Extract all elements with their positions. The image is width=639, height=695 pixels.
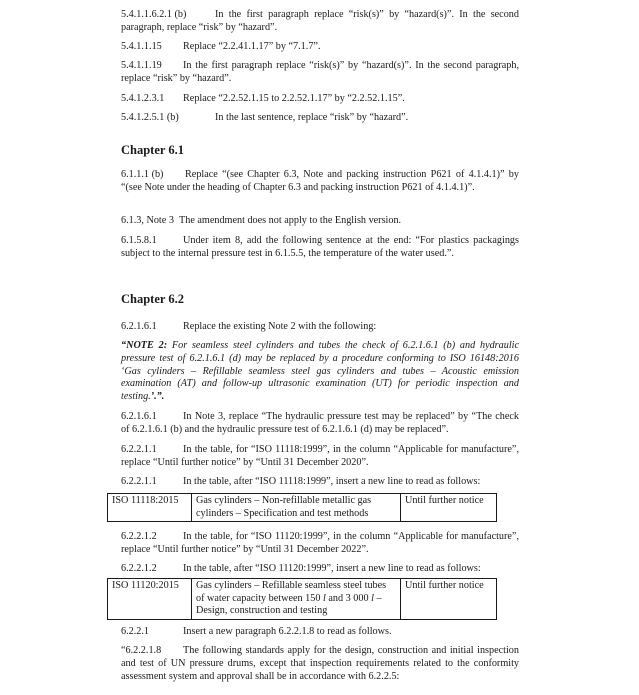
para-text: The amendment does not apply to the English version. [179,215,402,226]
para-text: The following standards apply for the design, construction and initial inspection and test of UN pressure drums, except that inspection requirements related to the conformity assessment system and approval shall be in accordance with 6.2.2.5: [121,645,519,682]
amendment-para [121,41,519,54]
std-cell: ISO 11120:2015 [108,579,192,620]
title-cell: Gas cylinders – Non-refillable metallic gas cylinders – Specification and test methods [192,494,401,522]
amendment-para [121,60,519,86]
para-ref: 6.2.2.1.2 [121,563,157,574]
amendment-para [121,93,519,106]
para-ref: 6.2.1.6.1 [121,411,157,422]
title-part: Gas cylinders – Refillable seamless steel tubes of water capacity between 150 [196,580,387,604]
amendment-para [121,563,519,576]
insert-table-2 [107,578,497,620]
amendment-para [121,9,519,35]
title-part: – Design, construction and testing [196,592,382,617]
std-cell: ISO 11118:2015 [108,494,192,522]
chapter-6-1-heading: Chapter 6.1 [121,143,184,157]
para-text: In the last sentence, replace “risk” by “hazard”. [215,112,409,123]
unit-litre: l [371,592,374,604]
amendment-para [121,411,519,437]
note-label: “NOTE 2: [121,340,168,351]
note-end: ’.”. [150,391,165,403]
para-text: In Note 3, replace “The hydraulic pressure test may be replaced” by “The check of 6.2.1.6.1 (b) and the hydraulic pressure test of 6.2.1.6.1 (d) may be replaced”. [121,411,519,435]
para-ref: 6.2.2.1.1 [121,444,157,455]
amendment-para [121,169,519,195]
title-part: and 3 000 [325,592,372,604]
para-ref: 6.1.5.8.1 [121,235,157,246]
table-row [108,494,497,522]
para-ref: 5.4.1.1.19 [121,60,162,71]
para-text: In the first paragraph replace “risk(s)” by “hazard(s)”. In the second paragraph, replace “risk” by “hazard”. [121,60,519,84]
amendment-para [121,626,519,639]
para-ref: 5.4.1.2.5.1 (b) [121,112,179,123]
amendment-para [121,531,519,557]
chapter-6-2-heading: Chapter 6.2 [121,292,184,306]
para-text: Replace the existing Note 2 with the following: [183,321,377,332]
amendment-para [121,235,519,261]
para-text: Replace “2.2.52.1.15 to 2.2.52.1.17” by “2.2.52.1.15”. [183,93,405,104]
para-text: Insert a new paragraph 6.2.2.1.8 to read as follows. [183,626,392,637]
title-cell [192,579,401,620]
para-ref: 5.4.1.1.15 [121,41,162,52]
amendment-para [121,645,519,683]
para-ref: “6.2.2.1.8 [121,645,162,656]
para-ref: 5.4.1.1.6.2.1 (b) [121,9,187,20]
applicable-cell: Until further notice [401,579,497,620]
para-ref: 6.1.3, Note 3 [121,215,174,226]
para-text: In the table, for “ISO 11120:1999”, in the column “Applicable for manufacture”, replace “Until further notice” by “Until 31 December 2022”. [121,531,519,555]
table-row [108,579,497,620]
para-text: In the table, after “ISO 11118:1999”, insert a new line to read as follows: [183,476,481,487]
para-text: In the first paragraph replace “risk(s)” by “hazard(s)”. In the second paragraph, replace “risk” by “hazard”. [121,9,519,33]
amendment-para [121,444,519,470]
note-2-text [121,340,519,404]
para-text: Replace “(see Chapter 6.3, Note and packing instruction P621 of 4.1.4.1)” by “(see Note under the heading of Chapter 6.3 and packing instruction P621 of 4.1.4.1)”. [121,169,519,193]
para-ref: 5.4.1.2.3.1 [121,93,165,104]
para-ref: 6.1.1.1 (b) [121,169,164,180]
para-text: Replace “2.2.41.1.17” by “7.1.7”. [183,41,321,52]
para-text: Under item 8, add the following sentence at the end: “For plastics packagings subject to the internal pressure test in 6.1.5.5, the temperature of the water used.”. [121,235,519,259]
para-text: In the table, for “ISO 11118:1999”, in the column “Applicable for manufacture”, replace “Until further notice” by “Until 31 December 2020”. [121,444,519,468]
para-ref: 6.2.2.1.1 [121,476,157,487]
applicable-cell: Until further notice [401,494,497,522]
insert-table-1 [107,493,497,522]
note-body: For seamless steel cylinders and tubes the check of 6.2.1.6.1 (b) and hydraulic pressure test of 6.2.1.6.1 (d) may be replaced by a procedure conforming to ISO 16148:2016 ‘Gas cylinders – Refillable seamless steel gas cylinders and tubes – Acoustic emission examination (AT) and follow-up ultrasonic examination (UT) for periodic inspection and testing. [121,340,520,403]
amendment-para [121,321,519,334]
para-ref: 6.2.2.1.2 [121,531,157,542]
para-ref: 6.2.2.1 [121,626,150,637]
para-ref: 6.2.1.6.1 [121,321,157,332]
amendment-para [121,476,519,489]
amendment-para [121,215,519,228]
para-text: In the table, after “ISO 11120:1999”, insert a new line to read as follows: [183,563,481,574]
amendment-para [121,112,519,125]
unit-litre: l [323,592,326,604]
